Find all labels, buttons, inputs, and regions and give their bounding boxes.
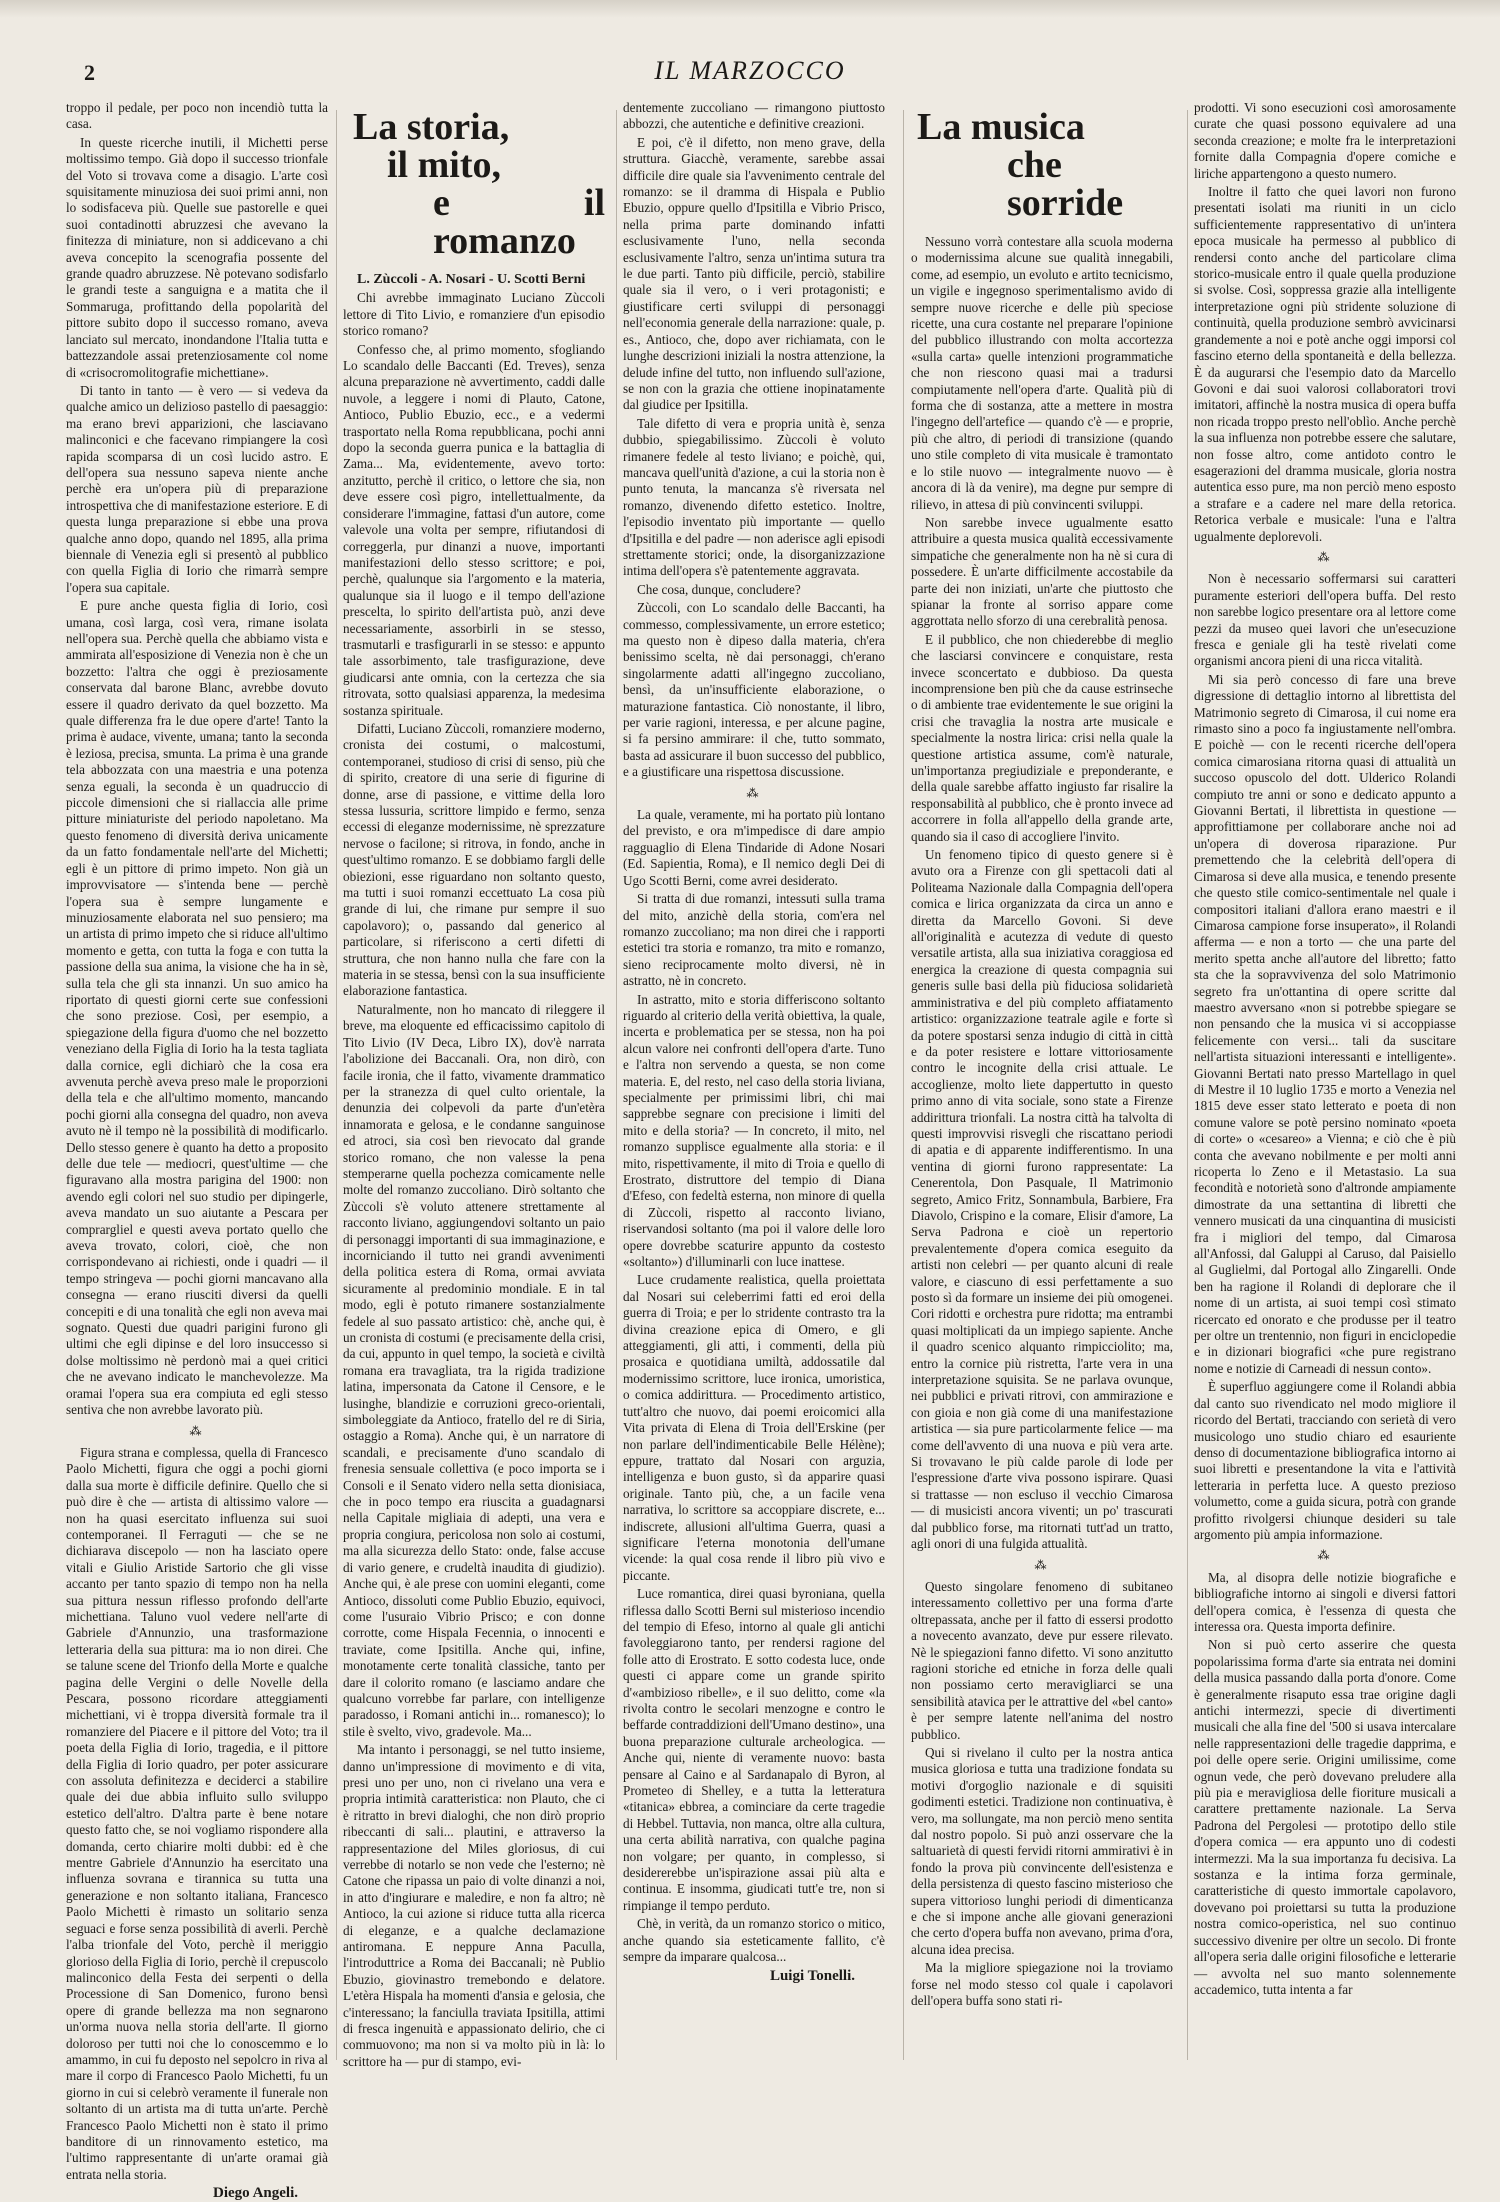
article-paragraph: E poi, c'è il difetto, non meno grave, della struttura. Giacchè, veramente, sarebbe assai difficile dire quale sia l'avvenimento centrale del romanzo: se il dramma di Hispala e Publio Ebuzio, oppure quello d'Ipsitilla e Vibrio Prisco, nella prima parte dominando infatti esclusivamente l'uno, nella seconda esclusivamente l'altro, senza un'intima sutura tra le due parti. Tanto più difficile, perciò, stabilire quale sia il vero, o i veri protagonisti; e giustificare certi sviluppi di personaggi nell'economia generale della narrazione: quale, p. es., Antioco, che, dopo aver richiamata, con le lunghe descrizioni iniziali la nostra attenzione, la delude infine del tutto, non influendo sull'azione, se non con la grazia che ottiene inopinatamente dal giudice per Ipsitilla.	[623, 134, 885, 413]
article-paragraph: La quale, veramente, mi ha portato più lontano del previsto, e ora m'impedisce di dare ampio ragguaglio di Elena Tindaride di Adone Nosari (Ed. Sapientia, Roma), e Il nemico degli Dei di Ugo Scotti Berni, come avrei desiderato.	[623, 807, 885, 888]
article-paragraph: Un fenomeno tipico di questo genere si è avuto ora a Firenze con gli spettacoli dati al Politeama Nazionale dalla Compagnia dell'opera comica e lirica organizzata da circa un anno e diretta da Marcello Govoni. Si deve all'originalità e acutezza di vedute di questo versatile artista, alla sua iniziativa coraggiosa ed energica la creazione di questa compagnia sui generis sulle basi della più fiduciosa solidarietà amministrativa e del più completo affiatamento artistico: organizzazione teatrale agile e forte sì da potere spostarsi senza indugio di città in città e da poter resistere e lottare vittoriosamente contro le incognite della crisi attuale. Le accoglienze, molto liete dappertutto in questo primo anno di vita sociale, sono state a Firenze addirittura trionfali. La nostra città ha talvolta di questi improvvisi risvegli che riscattano periodi di apatia e di apparente indifferentismo. In una ventina di giorni furono rappresentate: La Cenerentola, Don Pasquale, Il Matrimonio segreto, Amico Fritz, Sonnambula, Barbiere, Fra Diavolo, Crispino e la comare, Elisir d'amore, La Serva Padrona e cioè un repertorio prevalentemente d'opera comica eseguito da artisti non celebri — per quanto alcuni di reale valore, e ciascuno di essi perfettamente a suo posto sì da formare un insieme dei più omogenei. Cori ridotti e orchestra pure ridotta; ma entrambi quasi moltiplicati da un impiego sapiente. Anche il quadro scenico alquanto rimpicciolito; ma, entro la cornice più ristretta, l'arte vera in una interpretazione squisita. Se ne parlava ovunque, nei pubblici e privati ritrovi, con ammirazione e con gioia e non già come di una manifestazione artistica — sia pure particolarmente felice — ma come dell'avvento di una nuova e più vera arte. Si trovavano le più calde parole di lode per l'espressione d'arte viva possono ispirare. Quasi si trattasse — non escluso il vecchio Cimarosa — di musicisti ancora viventi; un po' trascurati dal pubblico forse, ma ritornati tutt'ad un tratto, agli onori di una fulgida attualità.	[911, 847, 1173, 1552]
article-paragraph: Non sarebbe invece ugualmente esatto attribuire a questa musica qualità eccessivamente simpatiche che generalmente non ha nè si cura di possedere. È un'arte difficilmente accostabile da parte dei non iniziati, un'arte che piuttosto che spianar la fronte al sorriso appare come aggrottata nello sforzo di una cerebralità penosa.	[911, 514, 1173, 629]
section-separator: ⁂	[1034, 1557, 1050, 1572]
article-paragraph: Non è necessario soffermarsi sui caratteri puramente esteriori dell'opera buffa. Del resto non sarebbe logico presentare ora al lettore come pezzi da museo quei lavori che un'esecuzione fresca e geniale gli ha testè rivelati come organismi ancora pieni di una ricca vitalità.	[1194, 571, 1456, 669]
article-paragraph: Che cosa, dunque, concludere?	[637, 581, 801, 597]
section-separator: ⁂	[189, 1423, 205, 1438]
column-rule	[903, 110, 904, 2060]
article-paragraph: Nessuno vorrà contestare alla scuola moderna o modernissima alcune sue qualità innegabili, come, ad esempio, un evoluto e artito tecnicismo, un vigile e ingegnoso sperimentalismo avido di sempre nuove ricerche e delle più speciose ricette, una cura costante nel preparare l'opinione del pubblico illustrando con molta accortezza «sulla carta» quelle intenzioni programmatiche che non riescono quasi mai a tradursi compiutamente nell'opera d'arte. Qualità più di forma che di sostanza, atte a mettere in mostra l'ingegno dell'artefice — quando c'è — e proprie, più che altro, di periodi di transizione (quando uno stile completo di vita musicale è tramontato e lo stile nuovo — integralmente nuovo — è ancora di là da venire), ma degne pur sempre di rilievo, in attesa di più convincenti sviluppi.	[911, 234, 1173, 512]
article-title	[911, 108, 1173, 222]
article-paragraph: Di tanto in tanto — è vero — si vedeva da qualche amico un delizioso pastello di paesaggio: ma erano brevi apparizioni, che lasciavano malinconici e che facevano rimpiangere la così rapida scomparsa di un così lucido astro. E dell'opera sua nessuno sapeva niente anche perchè era un'opera più di preparazione introspettiva che di manifestazione esteriore. E di questa lunga preparazione si ebbe una prova qualche anno dopo, quando nel 1895, alla prima biennale di Venezia egli si presentò al pubblico con quella Figlia di Iorio che rimarrà sempre l'opera sua capitale.	[66, 382, 328, 595]
article-paragraph: Ma, al disopra delle notizie biografiche e bibliografiche intorno ai singoli e diversi fattori dell'opera comica, è l'essenza di questa che interessa ora. Questa importa definire.	[1194, 1569, 1456, 1634]
article-paragraph: Inoltre il fatto che quei lavori non furono presentati isolati ma riuniti in un ciclo sufficientemente rappresentativo di un'intera epoca musicale ha permesso al pubblico di rendersi conto anche del particolare clima storico-musicale entro il quale quella produzione si svolse. Così, soppressa grazie alla intelligente interpretazione ogni più stridente soluzione di continuità, quella produzione sembrò avvicinarsi grandemente a noi e potè anche oggi imporsi col fascino eterno della spontaneità e della bellezza. È da augurarsi che l'esempio dato da Marcello Govoni e dai suoi valorosi collaboratori trovi imitatori, affinchè la nostra musica di opera buffa non ricada troppo presto nell'oblìo. Anche perchè la sua influenza non potrebbe essere che salutare, non fosse altro, come antidoto contro le esagerazioni del dramma musicale, gloria nostra autentica esso pure, ma non perciò meno esposto a strafare e a cadere nel mare della retorica. Retorica verbale e musicale: l'una e l'altra ugualmente deplorevoli.	[1194, 184, 1456, 544]
title-line: e il romanzo	[433, 182, 605, 262]
article-paragraph: prodotti. Vi sono esecuzioni così amorosamente curate che quasi possono equivalere ad una seconda creazione; e molte fra le interpretazioni fornite dalla Compagnia d'opere comiche e liriche appartengono a questo numero.	[1194, 100, 1456, 181]
page-edge-shadow	[0, 0, 1500, 18]
article-paragraph: Chi avrebbe immaginato Luciano Zùccoli lettore di Tito Livio, e romanziere d'un episodio storico romano?	[343, 290, 605, 339]
column-4	[911, 100, 1173, 2060]
title-line: La musica	[917, 106, 1085, 148]
article-paragraph: Luce crudamente realistica, quella proiettata dal Nosari sui celeberrimi fatti ed eroi della guerra di Troia; e per lo stridente contrasto tra la divina creazione epica di Omero, e gli atteggiamenti, gli atti, i commenti, della più prosaica e quotidiana umiltà, addossatile dal modernissimo scrittore, luce ironica, umoristica, o comica addirittura. — Procedimento artistico, tutt'altro che nuovo, dai poemi eroicomici alla Vita privata di Elena di Troia dell'Erskine (per non parlare dell'indimenticabile Belle Hélène); eppure, trattato dal Nosari con arguzia, intelligenza e buon gusto, sì da apparire quasi originale. Tanto più, che, a un facile vena narrativa, lo scrittore sa accoppiare discrete, e... indiscrete, allusioni all'ultima Guerra, quasi a significare l'eterna monotonia dell'umane vicende: la qual cosa rende il libro più vivo e piccante.	[623, 1272, 885, 1583]
column-rule	[1187, 110, 1188, 2060]
page-number: 2	[84, 60, 95, 85]
article-paragraph: In astratto, mito e storia differiscono soltanto riguardo al criterio della verità obiettiva, la quale, incerta e problematica per se stessa, non ha poi alcun valore nei confronti dell'opera d'arte. Tuno e l'altra non servendo a questa, se non come materia. E, del resto, nel caso della storia liviana, specialmente per primissimi libri, chi mai sapprebbe segnare con precisione i limiti del mito e della storia? — In concreto, il mito, nel romanzo supplisce egualmente alla storia: e il mito, rispettivamente, il mito di Troia e quello di Erostrato, distruttore del tempio di Diana d'Efeso, con fedeltà esterna, non minore di quella di Zùccoli, rispetto al racconto liviano, riservandosi soltanto (ma poi il valore delle loro opere dovrebbe scaturire appunto da costesto «soltanto») d'illuminarli con luce inattese.	[623, 991, 885, 1270]
article-paragraph: Qui si rivelano il culto per la nostra antica musica gloriosa e tutta una tradizione fondata su motivi d'orgoglio nazionale e di squisiti godimenti estetici. Tradizione non continuativa, è vero, ma sollungate, ma non perciò meno sentita dal nostro popolo. Si può anzi osservare che la saltuarietà di questi fervidi ritorni ammirativi è in fondo la prova più convincente dell'esistenza e della persistenza di questo fascino misterioso che supera vittorioso lunghi periodi di dimenticanza e che si impone anche alle giovani generazioni che certo d'opera buffa non avevano, prima d'ora, alcuna idea precisa.	[911, 1744, 1173, 1957]
column-rule	[616, 110, 617, 2060]
article-signature: Luigi Tonelli.	[769, 1967, 855, 1984]
article-paragraph: Si tratta di due romanzi, intessuti sulla trama del mito, anzichè della storia, com'era nel romanzo zuccoliano; ma non direi che i rapporti estetici tra storia e romanzo, tra mito e romanzo, sieno reciprocamente molto diversi, nè in astratto, nè in concreto.	[623, 891, 885, 989]
article-paragraph: Non si può certo asserire che questa popolarissima forma d'arte sia entrata nei domini della musica passando dalla porta d'onore. Come è generalmente risaputo essa trae origine dagli antichi intermezzi, specie di divertimenti musicali che alla fine del '500 si usava intercalare nelle rappresentazioni delle tragedie dapprima, e poi delle opere serie. Origini umilissime, come ognun vede, che però dovevano preludere alla più pia e meravigliosa delle fioriture musicali a carattere prettamente nazionale. La Serva Padrona del Pergolesi — prototipo dello stile d'opera comica — era appunto uno di codesti intermezzi. Ma la sua importanza fu decisiva. La sostanza e la intima forza germinale, caratteristiche di questo immortale capolavoro, dovevano poi proiettarsi su tutta la produzione nostra comico-operistica, nel suo continuo successivo divenire per oltre un secolo. Di fronte all'opera seria dalle origini filosofiche e letterarie — avvolta nel suo manto solennemente accademico, tutta intenta a far	[1194, 1637, 1456, 1997]
article-paragraph: Difatti, Luciano Zùccoli, romanziere moderno, cronista dei costumi, o malcostumi, contemporanei, studioso di crisi di senso, più che di spirito, creatore di una serie di figurine di donne, arse di passione, e vittime della loro stessa lussuria, scrittore limpido e fermo, senza eccessi di eleganze modernissime, nè sprezzature nervose o facilone; si ritrova, in fondo, anche in quest'ultimo romanzo. E se dobbiamo fargli delle obiezioni, esse riguardano non soltanto questo, ma tutti i suoi romanzi eccettuato La cosa più grande di lui, che rimane pur sempre il suo capolavoro); o, passando dal generico al particolare, si riferiscono a certi difetti di struttura, che non hanno nulla che fare con la materia in se stessa, bensì con la sua insufficiente elaborazione fantastica.	[343, 720, 605, 999]
title-line: che sorride	[1007, 144, 1124, 224]
article-paragraph: Naturalmente, non ho mancato di rileggere il breve, ma eloquente ed efficacissimo capitolo di Tito Livio (IV Deca, Libro IX), dov'è narrata l'abolizione dei Baccanali. Ora, non dirò, con facile ironia, che il fatto, vivamente drammatico per la stranezza di quel culto orientale, la denunzia dei colpevoli da parte d'un'etèra innamorata e gelosa, e le condanne sanguinose ed atroci, sia così ben rievocato dal grande storico romano, che non valesse la pena stemperarne quella pochezza comicamente nelle molte del romanzo zuccoliano. Dirò soltanto che Zùccoli s'è voluto attenere strettamente al racconto liviano, aggiungendovi soltanto un paio di personaggi importanti di sua immaginazione, e incorniciando il tutto nei grandi avvenimenti della politica estera di Roma, ormai avviata sicuramente al predominio mondiale. E in tal modo, egli è potuto rimanere sostanzialmente fedele al suo passato artistico: chè, anche qui, è un cronista di costumi (e precisamente della crisi, da cui, appunto in quel tempo, la società e civiltà romana era travagliata, tra la rigida tradizione latina, impersonata da Catone il Censore, e le lusinghe, blandizie e corruzioni greco-orientali, simboleggiate da Antioco, fratello del re di Siria, ostaggio a Roma). Anche qui, è un narratore di scandali, e precisamente d'uno scandalo di frenesia sensuale collettiva (e poco importa se i Consoli e il Senato videro nella setta dionisiaca, che in poco tempo era riuscita a guadagnarsi nella Capitale migliaia di adepti, una vera e propria congiura, pericolosa non solo ai costumi, ma alla sicurezza dello Stato: onde, false accuse di vario genere, e crudeltà inaudita di giudizio). Anche qui, è ale prese con uomini eleganti, come Antioco, dissoluti come Publio Ebuzio, equivoci, come l'usuraio Vibrio Prisco; e con donne corrotte, come Hispala Fecennia, o innocenti e traviate, come Ipsitilla. Anche qui, infine, monotamente certe tonalità classiche, tanto per dare il colorito romano (e lasciamo andare che qualcuno vorrebbe far parlare, con intelligenze paradosso, i Romani antichi in... romanesco); lo stile è svelto, vivo, gradevole. Ma...	[343, 1001, 605, 1739]
article-paragraph: Mi sia però concesso di fare una breve digressione di dettaglio intorno al librettista del Matrimonio segreto di Cimarosa, il cui nome era rimasto sino a poco fa ingiustamente nell'ombra. E poichè — con le recenti ricerche dell'opera comica cimarosiana ritorna quasi di attualità un succoso opuscolo del dott. Ulderico Rolandi compiuto tre anni or sono e dedicato appunto a Giovanni Bertati, il librettista in questione — approfittiamone per collaborare anche noi ad un'opera di doverosa riparazione. Pur premettendo che la celebrità dell'opera di Cimarosa si deve alla musica, e tenendo presente che questo stile comico-sentimentale nel quale i compositori italiani d'allora erano maestri e il Cimarosa campione forse insuperato», il Rolandi afferma — e non a torto — che una parte del merito spetta anche all'autore del libretto; fatto sta che la sopravvivenza del solo Matrimonio segreto fra un'ottantina di opere scritte dal maestro avversano «non si potrebbe spiegare se non pensando che la musica vi si accoppiasse felicemente con versi... tali da suscitare nell'artista situazioni interessanti e intelligente». Giovanni Bertati nato presso Martellago in quel di Mestre il 10 luglio 1735 e morto a Venezia nel 1815 deve esser stato letterato e poeta di non comune valore se potè persino nominato «poeta di corte» o «cesareo» a Vienna; e ciò che è più conta che avevano nobilmente e per molti anni ricoperta lo Zeno e il Metastasio. La sua fecondità e notorietà sono d'altronde ampiamente dimostrate da una settantina di libretti che vennero musicati da una cinquantina di musicisti fra i migliori del tempo, dal Cimarosa all'Anfossi, dal Galuppi al Caruso, dal Paisiello al Guglielmi, dal Portogal allo Zingarelli. Onde ben ha ragione il Rolandi di deplorare che il nome di un artista, ai suoi tempi così stimato ricercato ed onorato e che produsse per il teatro per oltre un trentennio, non figuri in enciclopedie e in dizionari biografici «che pure registrano nome e notizie di Carneadi di nessun conto».	[1194, 671, 1456, 1376]
column-1	[66, 100, 328, 2202]
article-paragraph: Ma la migliore spiegazione noi la troviamo forse nel modo stesso col quale i capolavori dell'opera buffa sono stati ri-	[911, 1960, 1173, 2009]
article-paragraph: E pure anche questa figlia di Iorio, così umana, così larga, così vera, rimane isolata nell'opera sua. Perchè quella che abbiamo vista e ammirata all'esposizione di Venezia non è che un bozzetto: l'altra che oggi è preziosamente conservata dal barone Blanc, avrebbe dovuto essere il quadro derivato da quel bozzetto. Ma quale differenza fra le due opere d'arte! Tanto la prima è audace, vivente, umana; tanto la seconda è leziosa, precisa, smunta. La prima è una grande tela abbozzata con una maestria e una potenza senza eguali, la seconda è un quadruccio di piccole dimensioni che si riallaccia alle prime pitture miniaturiste del periodo napoletano. Ma questo fenomeno di diversità deriva unicamente da un fatto fondamentale nell'arte del Michetti; egli è un pittore di primo impeto. Non già un improvvisatore — s'intenda bene — perchè l'opera sua è sempre lungamente e minuziosamente elaborata nel suo pensiero; ma un artista di primo impeto che si riduce all'ultimo momento e getta, con tutta la foga e con tutta la passione della sua anima, la visione che ha in sè, sulla tela che gli sta innanzi. Un suo amico ha riportato di questi giorni certe sue confessioni che sono preziose. Così, per esempio, a spiegazione della figura d'uomo che nel bozzetto veneziano della Figlia di Iorio ha la testa tagliata dalla cornice, egli dichiarò che la cosa era avvenuta perchè aveva preso male le proporzioni della tela e che all'ultimo momento, mancando pochi giorni alla consegna del quadro, non aveva avuto nè il tempo nè la possibilità di modificarlo. Dello stesso genere è quanto ha detto a proposito delle due tele — mediocri, quest'ultime — che figuravano alla mostra parigina del 1900: non avendo egli colori nel suo studio per dipingerle, aveva mandato un suo aiutante a Pescara per comprargliel e questi aveva portato quello che aveva trovato, colori, cioè, che non corrispondevano ai richiesti, onde i quadri — il tempo stringeva — pochi giorni mancavano alla consegna — erano riusciti diversi da quelli concepiti e di una tonalità che egli non aveva mai sognato. Questi due quadri parigini furono gli ultimi che egli dipinse e del loro insuccesso si dolse moltissimo nè perdonò mai a quei critici che ne avevano indicato le manchevolezze. Ma oramai l'opera sua era compiuta ed egli stesso sentiva che non avrebbe lavorato più.	[66, 598, 328, 1418]
section-separator: ⁂	[1317, 549, 1333, 564]
column-rule	[336, 110, 337, 2060]
article-paragraph: In queste ricerche inutili, il Michetti perse moltissimo tempo. Già dopo il successo trionfale del Voto si trovava come a disagio. L'arte così squisitamente minuziosa dei suoi primi anni, non lo sodisfaceva più. Quelle sue pastorelle e quei suoi contadinotti abruzzesi che avevano la finitezza di miniature, non si addicevano a chi aveva concepito la scenografia possente del grande quadro abruzzese. Nè potevano sodisfarlo le grandi teste a sanguigna e a matita che il Sommaruga, profittando della popolarità del pittore subito dopo il successo romano, aveva lanciato sul mercato, inondandone l'Italia tutta e battezzandole assai pretenziosamente col nome di «crisocromolitografie michettiane».	[66, 134, 328, 380]
article-paragraph: dentemente zuccoliano — rimangono piuttosto abbozzi, che autentiche e definitive creazioni.	[623, 100, 885, 132]
article-paragraph: Figura strana e complessa, quella di Francesco Paolo Michetti, figura che oggi a pochi giorni dalla sua morte è difficile definire. Quello che si può dire è che — artista di altissimo valore — non ha quasi esercitato influenza sui suoi contemporanei. Il Ferraguti — che se ne dichiarava discepolo — non ha lasciato opere vitali e Giulio Aristide Sartorio che gli visse accanto per tanto spazio di tempo non ha nella sua pittura nessun riflesso profondo dell'arte michettiana. Taluno vuol vedere nell'arte di Gabriele d'Annunzio, una trasformazione letteraria della sua pittura: ma io non direi. Che se talune scene del Trionfo della Morte e qualche pagina delle Vergini o delle Novelle della Pescara, possono ricordare atteggiamenti michettiani, vi è troppa diversità formale tra il romanziere del Piacere e il pittore del Voto; tra il poeta della Figlia di Iorio, tragedia, e il pittore della Figlia di Iorio quadro, per poter assicurare con assoluta definitezza e deciderci a stabilire quale dei due abbia influito sullo sviluppo estetico dell'altro. D'altra parte è bene notare questo fatto che, se noi vogliamo rispondere alla domanda, certo chiarire molti dubbi: ed è che mentre Gabriele d'Annunzio ha esercitato una influenza sovrana e tirannica su tutta una generazione e non soltanto italiana, Francesco Paolo Michetti è rimasto un solitario senza seguaci e forse senza possibilità di averli. Perchè l'alba trionfale del Voto, perchè il meriggio glorioso della Figlia di Iorio, perchè il crepuscolo malinconico della Festa dei serpenti o della Processione di San Domenico, furono bensì opere di grande bellezza ma non segnarono un'orma nuova nella storia dell'arte. Il giorno doloroso per tutti noi che lo conoscemmo e lo amammo, in cui fu deposto nel sepolcro in riva al mare il corpo di Francesco Paolo Michetti, fu un giorno in cui si celebrò veramente il funerale non soltanto di un artista ma di tutta un'arte. Perchè Francesco Paolo Michetti non è stato il primo banditore di un rinnovamento estetico, ma l'ultimo rappresentante di un'arte oramai già entrata nella storia.	[66, 1444, 328, 2182]
article-paragraph: Chè, in verità, da un romanzo storico o mitico, anche quando sia esteticamente fallito, c'è sempre da imparare qualcosa...	[623, 1916, 885, 1965]
article-paragraph: E il pubblico, che non chiederebbe di meglio che lasciarsi convincere e conquistare, resta invece sconcertato e dubbioso. Da questa incomprensione ben più che da cause estrinseche o di ambiente trae evidentemente le sue origini la crisi che travaglia la nostra arte musicale e specialmente la nostra lirica: crisi nella quale la questione artistica assume, com'è naturale, un'importanza pregiudiziale e preponderante, e della quale sarebbe affatto ingiusto far risalire la responsabilità al pubblico, che è pronto invece ad accorrere in folla all'appello della grande arte, quando sia il caso di accogliere l'invito.	[911, 631, 1173, 844]
column-5	[1194, 100, 1456, 2060]
column-3	[623, 100, 885, 2060]
section-separator: ⁂	[1317, 1548, 1333, 1563]
article-title	[343, 108, 605, 260]
article-paragraph: Luce romantica, direi quasi byroniana, quella riflessa dallo Scotti Berni sul misterioso incendio del tempio di Efeso, intorno al quale gli antichi favoleggiarono tanto, per rendersi ragione del folle atto di Erostrato. E sotto codesta luce, onde questi ci appare come un grande spirito d'«ambizioso ribelle», e il suo delitto, come «la rivolta contro le secolari menzogne e contro le beffarde contraddizioni dell'Umano destino», una buona preparazione culturale archeologica. — Anche qui, niente di veramente nuovo: basta pensare al Caino e al Sardanapalo di Byron, al Prometeo di Shelley, e a tutta la letteratura «titanica» ebbrea, a cominciare da certe tragedie di Hebbel. Tuttavia, non manca, oltre alla cultura, una certa abilità narrativa, con qualche pagina non volgare; per quanto, in complesso, si desidererebbe un'ispirazione assai più alta e continua. E insomma, giudicati tutt'e tre, non si rimpiange il tempo perduto.	[623, 1586, 885, 1913]
title-line: il mito,	[387, 144, 501, 186]
article-paragraph: Tale difetto di vera e propria unità è, senza dubbio, spiegabilissimo. Zùccoli è voluto rimanere fedele al testo liviano; e poichè, qui, mancava quell'unità d'azione, a cui la storia non è punto tenuta, la mancanza s'è riversata nel romanzo, divenendo difetto estetico. Inoltre, l'episodio inventato più importante — quello d'Ipsitilla e del padre — non aderisce agli episodi strettamente storici; onde, la disorganizzazione intima dell'opera s'è patentemente aggravata.	[623, 415, 885, 579]
article-paragraph: Zùccoli, con Lo scandalo delle Baccanti, ha commesso, complessivamente, un errore estetico; ma questo non è dipeso dalla materia, ch'era benissimo scelta, nè dai personaggi, ch'erano singolarmente adatti all'ingegno zuccoliano, bensì, da un'insufficiente elaborazione, o maturazione fantastica. Ciò nonostante, il libro, per varie ragioni, interessa, e per alcune pagine, si fa persino ammirare: il che, tutto sommato, basta ad assicurare il buon successo del pubblico, e a giustificare una rispettosa discussione.	[623, 600, 885, 780]
article-authors: L. Zùccoli - A. Nosari - U. Scotti Berni	[357, 272, 586, 287]
article-paragraph: Ma intanto i personaggi, se nel tutto insieme, danno un'impressione di movimento e di vita, presi uno per uno, non ci rivelano una vera e propria intimità caratteristica: non Plauto, che ci è ritratto in brevi dialoghi, che non dirò proprio ribeccanti di sali... plautini, e attraverso la rappresentazione del Miles gloriosus, di cui verrebbe di notarlo se non vede che l'esterno; nè Catone che ripassa un paio di volte dinanzi a noi, in atto d'ingiurare e maledire, e non fa altro; nè Antioco, la cui azione si riduce tutta alla ricerca di eleganze, e a qualche declamazione antiromana. E neppure Anna Paculla, l'introduttrice a Roma dei Baccanali; nè Publio Ebuzio, giovinastro tremebondo e delatore. L'etèra Hispala ha momenti d'ansia e gelosia, che c'interessano; la fanciulla traviata Ipsitilla, attimi di fresca ingenuità e appassionato delirio, che ci commuovono; ma non si va molto più in là: lo scrittore ha — pur di stampo, evi-	[343, 1742, 605, 2069]
masthead: IL MARZOCCO	[654, 56, 846, 85]
section-separator: ⁂	[746, 785, 762, 800]
article-paragraph: Questo singolare fenomeno di subitaneo interessamento collettivo per una forma d'arte oltrepassata, anche per il fatto di essersi prodotto a novecento avanzato, deve pur essere rilevato. Nè le spiegazioni fanno difetto. Vi sono anzitutto ragioni storiche ed etniche in forza delle quali non possiamo certo meravigliarci se una sensibilità atavica per le attrattive del «bel canto» è per sempre latente nell'anima del nostro pubblico.	[911, 1578, 1173, 1742]
article-signature: Diego Angeli.	[213, 2185, 298, 2202]
title-line: La storia,	[353, 106, 510, 148]
article-paragraph: Confesso che, al primo momento, sfogliando Lo scandalo delle Baccanti (Ed. Treves), senza alcuna preparazione nè avvertimento, caddi dalle nuvole, a leggere i nomi di Plauto, Catone, Antioco, Publio Ebuzio, ecc., e a vedermi trasportato nella Roma repubblicana, pochi anni dopo la seconda guerra punica e la battaglia di Zama... Ma, evidentemente, avevo torto: anzitutto, perchè il critico, o lettore che sia, non deve essere così pigro, intellettualmente, da considerare l'immagine, fattasi d'un autore, come valevole una volta per sempre, rifiutandosi di correggerla, pur dinanzi a nuove, importanti manifestazioni dello stesso scrittore; e poi, perchè, qualunque sia l'argomento e la materia, qualunque sia il luogo e il tempo dell'azione prescelta, lo spirito dell'artista può, anzi deve necessariamente, assorbirli in se stesso, trasmutarli e trasfigurarli in se stesso: e appunto tale assorbimento, tale trasfigurazione, deve giudicarsi ante omnia, con la certezza che sia ritrovata, sotto qualsiasi apparenza, la medesima sostanza spirituale.	[343, 341, 605, 718]
column-2	[343, 100, 605, 2069]
article-paragraph: È superfluo aggiungere come il Rolandi abbia dal canto suo rivendicato nel modo migliore il ricordo del Bertati, tracciando con serietà di vero musicologo uno studio chiaro ed esauriente denso di documentazione bibliografica intorno ai suoi libretti e presentandone la vita e l'attività letteraria in perfetta luce. A questo prezioso volumetto, come a guida sicura, potrà con grande profitto rivolgersi chiunque desideri su tale argomento più ampia informazione.	[1194, 1379, 1456, 1542]
article-paragraph: troppo il pedale, per poco non incendiò tutta la casa.	[66, 100, 328, 132]
